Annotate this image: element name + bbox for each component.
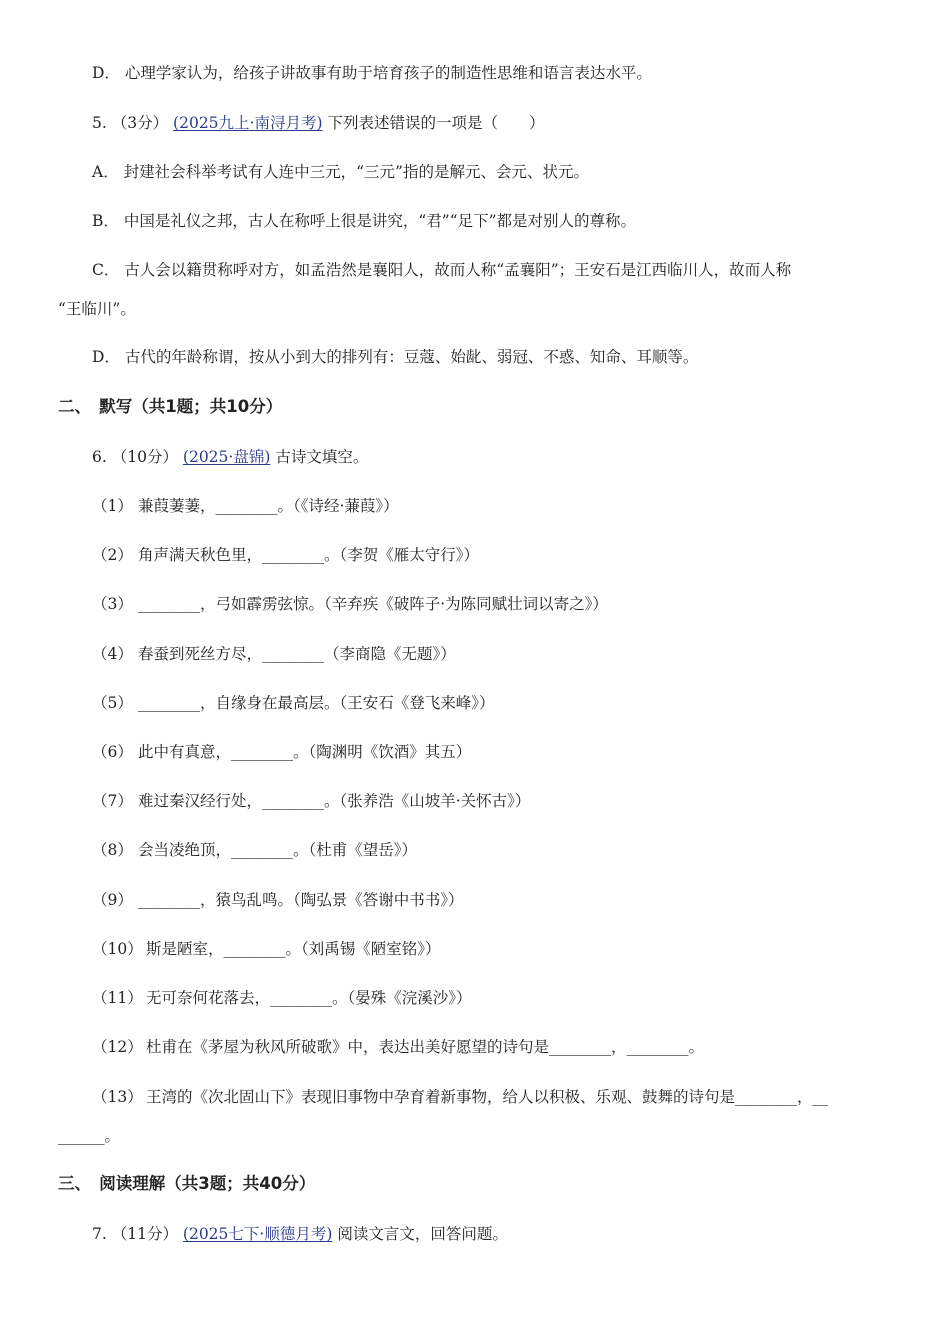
q6-item <box>92 692 495 714</box>
q6-item-number: （7） <box>92 792 133 810</box>
q5-option-a: A． 封建社会科举考试有人连中三元，“三元”指的是解元、会元、状元。 <box>92 163 589 181</box>
q5-option-c-line1: C． 古人会以籍贯称呼对方，如孟浩然是襄阳人，故而人称“孟襄阳”；王安石是江西临川人，故而人称 <box>92 261 792 279</box>
q7-stem: 阅读文言文，回答问题。 <box>337 1225 508 1243</box>
q6-item <box>92 889 464 911</box>
q7-score: （11分） <box>111 1225 178 1243</box>
q5-option-d: D． 古代的年龄称谓，按从小到大的排列有：豆蔻、始龀、弱冠、不惑、知命、耳顺等。 <box>92 348 699 366</box>
q6-item-text: 会当凌绝顶，________。（杜甫《望岳》） <box>138 841 418 859</box>
q6-item <box>92 544 479 566</box>
q6-stem: 古诗文填空。 <box>275 448 369 466</box>
section-heading-reading: 三、 阅读理解（共3题；共40分） <box>58 1174 316 1193</box>
q6-item <box>92 1086 828 1108</box>
q7-stem-line <box>92 1223 508 1245</box>
q6-item-text: 此中有真意，________。（陶渊明《饮酒》其五） <box>138 743 472 761</box>
q6-item-number: （9） <box>92 891 133 909</box>
q6-item <box>92 643 456 665</box>
q6-item <box>92 593 608 615</box>
q6-item-number: （11） <box>92 989 143 1007</box>
q6-item-number: （6） <box>92 743 133 761</box>
q6-item-number: （8） <box>92 841 133 859</box>
q6-item-number: （12） <box>92 1038 143 1056</box>
q5-score: （3分） <box>111 114 169 132</box>
q6-item <box>92 790 530 812</box>
q7-source-link[interactable]: (2025七下·顺德月考) <box>182 1225 333 1243</box>
q6-item <box>92 839 417 861</box>
q6-item-text: ________，自缘身在最高层。（王安石《登飞来峰》） <box>138 694 495 712</box>
q6-item-text: 角声满天秋色里，________。（李贺《雁太守行》） <box>138 546 480 564</box>
q7-number: 7. <box>92 1225 107 1243</box>
q6-item-text: 春蚕到死丝方尽，________（李商隐《无题》） <box>138 645 456 663</box>
q6-item-text: 斯是陋室，________。（刘禹锡《陋室铭》） <box>146 940 441 958</box>
q6-item-number: （13） <box>92 1088 143 1106</box>
q6-item-text: ________，猿鸟乱鸣。（陶弘景《答谢中书书》） <box>138 891 464 909</box>
q6-item-number: （2） <box>92 546 133 564</box>
q6-source-link[interactable]: (2025·盘锦) <box>182 448 271 466</box>
q6-item-text: 兼葭萋萋，________。（《诗经·蒹葭》） <box>138 497 399 515</box>
q6-item <box>92 1036 704 1058</box>
q6-item-text: 杜甫在《茅屋为秋风所破歌》中，表达出美好愿望的诗句是________，________。 <box>146 1038 705 1056</box>
q6-item-number: （5） <box>92 694 133 712</box>
q5-stem: 下列表述错误的一项是（ ） <box>327 114 545 132</box>
q6-number: 6. <box>92 448 107 466</box>
q6-item-number: （10） <box>92 940 143 958</box>
q6-item-number: （1） <box>92 497 133 515</box>
q6-item-text: 王湾的《次北固山下》表现旧事物中孕育着新事物，给人以积极、乐观、鼓舞的诗句是________，__ <box>146 1088 829 1106</box>
q6-item <box>92 495 399 517</box>
q4-option-d: D． 心理学家认为，给孩子讲故事有助于培育孩子的制造性思维和语言表达水平。 <box>92 64 652 82</box>
q5-option-b: B． 中国是礼仪之邦，古人在称呼上很是讲究，“君”“足下”都是对别人的尊称。 <box>92 212 637 230</box>
q6-item <box>92 987 472 1009</box>
q5-number: 5. <box>92 114 107 132</box>
q6-item13-continuation: ______。 <box>58 1127 121 1145</box>
q6-item <box>92 938 441 960</box>
q6-stem-line <box>92 446 368 468</box>
q5-stem-line <box>92 112 544 134</box>
q6-score: （10分） <box>111 448 178 466</box>
q6-item-text: 难过秦汉经行处，________。（张养浩《山坡羊·关怀古》） <box>138 792 531 810</box>
q6-item-number: （4） <box>92 645 133 663</box>
q6-item <box>92 741 471 763</box>
section-heading-dictation: 二、 默写（共1题；共10分） <box>58 397 283 416</box>
q6-item-text: 无可奈何花落去，________。（晏殊《浣溪沙》） <box>146 989 472 1007</box>
q5-source-link[interactable]: (2025九上·南浔月考) <box>173 114 323 132</box>
q6-item-text: ________，弓如霹雳弦惊。（辛弃疾《破阵子·为陈同赋壮词以寄之》） <box>138 595 608 613</box>
q5-option-c-line2: “王临川”。 <box>58 300 136 318</box>
q6-item-number: （3） <box>92 595 133 613</box>
